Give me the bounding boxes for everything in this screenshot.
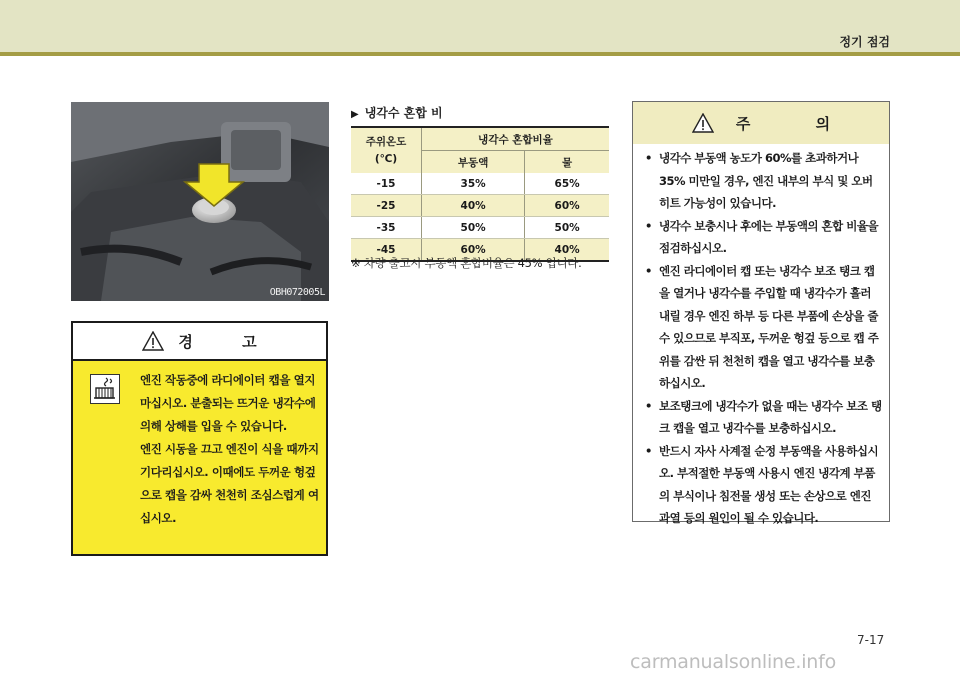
watermark: carmanualsonline.info — [630, 651, 837, 673]
temp-cell: -35 — [351, 217, 422, 239]
section-title: 정기 점검 — [839, 35, 890, 49]
temp-cell: -25 — [351, 195, 422, 217]
antifreeze-header: 부동액 — [422, 151, 525, 174]
temp-cell: -15 — [351, 173, 422, 195]
list-item: • 반드시 자사 사계절 순정 부동액을 사용하십시오. 부적절한 부동액 사용시 엔진 냉각계 부품의 부식이나 침전물 생성 또는 손상으로 엔진 과열 등의 원인이 될 수 있습니다. — [645, 440, 883, 530]
table-row — [351, 173, 609, 195]
warning-triangle-icon — [142, 331, 164, 351]
caution-header — [633, 102, 889, 144]
list-item: • 냉각수 부동액 농도가 60%를 초과하거나 35% 미만일 경우, 엔진 내부의 부식 및 오버 히트 가능성이 있습니다. — [645, 147, 883, 215]
coolant-mix-table — [351, 126, 609, 262]
warning-paragraph: 엔진 작동중에 라디에이터 캡을 열지 마십시오. 분출되는 뜨거운 냉각수에 의해 상해를 입을 수 있습니다. — [140, 373, 316, 433]
list-item: • 보조탱크에 냉각수가 없을 때는 냉각수 보조 탱크 캡을 열고 냉각수를 보충하십시오. — [645, 395, 883, 440]
warning-box — [71, 321, 328, 556]
water-cell: 65% — [525, 173, 609, 195]
triangle-bullet-icon: ▶ — [351, 109, 359, 120]
ambient-temp-header: 주위온도 (℃) — [351, 127, 422, 173]
caution-title: 주 의 — [735, 114, 861, 133]
table-row — [351, 195, 609, 217]
mix-ratio-header: 냉각수 혼합비율 — [422, 127, 610, 151]
caution-box — [632, 101, 890, 525]
coolant-table-title-text: 냉각수 혼합 비 — [364, 106, 443, 120]
antifreeze-cell: 35% — [422, 173, 525, 195]
page-number: 7-17 — [857, 633, 885, 647]
hot-coolant-icon — [90, 374, 120, 404]
antifreeze-cell: 60% — [422, 239, 525, 262]
warning-header — [73, 323, 326, 361]
water-cell: 60% — [525, 195, 609, 217]
antifreeze-cell: 40% — [422, 195, 525, 217]
header-rule — [0, 52, 960, 56]
temp-cell: -45 — [351, 239, 422, 262]
water-header: 물 — [525, 151, 609, 174]
antifreeze-cell: 50% — [422, 217, 525, 239]
warning-text — [140, 369, 320, 530]
table-note: ※ 차량 출고시 부동액 혼합비율은 45% 입니다. — [351, 256, 582, 270]
water-cell: 50% — [525, 217, 609, 239]
warning-paragraph: 엔진 시동을 끄고 엔진이 식을 때까지 기다리십시오. 이때에도 두꺼운 헝겊으로 캡을 감싸 천천히 조심스럽게 여십시오. — [140, 442, 319, 525]
list-item: • 엔진 라디에이터 캡 또는 냉각수 보조 탱크 캡을 열거나 냉각수를 주입할 때 냉각수가 흘러 내릴 경우 엔진 하부 등 다른 부품에 손상을 줄 수 있으므로 부직포, 두꺼운 헝겊 등으로 캡 주위를 감싼 뒤 천천히 캡을 열고 냉각수를 보충하십시오. — [645, 260, 883, 395]
caution-triangle-icon — [692, 113, 714, 133]
water-cell: 40% — [525, 239, 609, 262]
engine-bay-photo — [71, 102, 329, 301]
photo-code: OBH072005L — [269, 287, 325, 298]
table-row — [351, 217, 609, 239]
list-item: • 냉각수 보충시나 후에는 부동액의 혼합 비율을 점검하십시오. — [645, 215, 883, 260]
header-band — [0, 0, 960, 52]
caution-list — [645, 147, 883, 530]
warning-title: 경 고 — [178, 332, 279, 351]
coolant-table-title — [351, 104, 443, 121]
